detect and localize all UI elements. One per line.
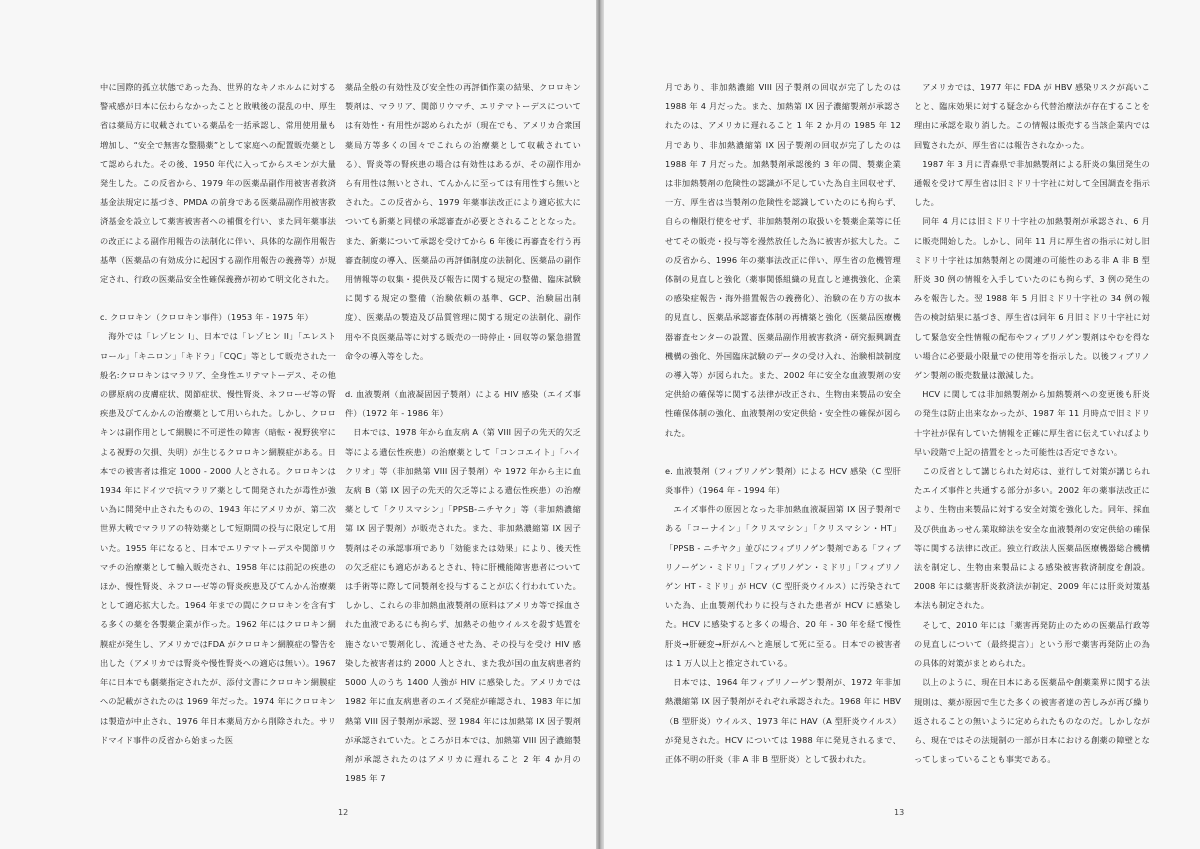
left-page-column-2 [345,78,581,798]
left-page [0,0,596,849]
paragraph: 以上のように、現在日本にある医薬品や創薬業界に関する法規則は、薬が原因で生じた多くの被害者達の苦しみが再び繰り返されることの無いように定められたものなのだ。しかしながら、現在ではその法規制の一部が日本における創薬の障壁となってしまっていることも事実である。 [914,677,1150,765]
paragraph: エイズ事件の原因となった非加熱血液凝固第 IX 因子製剤である「コーナイン」「クリスマシン」「クリスマシン・HT」「PPSB - ニチヤク」並びにフィブリノゲン製剤である「フィブリノーゲン・ミドリ」「フィブリノゲン・ミドリ」「フィブリノゲン HT - ミドリ」が HCV（C 型肝炎ウイルス）に汚染されていた為、止血製剤代わりに投与された患者が HCV に感染した。HCV に感染すると多くの場合、20 年 - 30 年を経て慢性肝炎→肝硬変→肝がんへと進展して死に至る。日本での被害者は 1 万人以上と推定されている。 [665,504,901,668]
right-page-column-2 [914,78,1150,798]
paragraph: アメリカでは、1977 年に FDA が HBV 感染リスクが高いことと、臨床効果に対する疑念から代替治療法が存在することを理由に承認を取り消した。この情報は販売する当該企業内では回覧されたが、厚生省には報告されなかった。 [914,82,1150,150]
paragraph: 中に国際的孤立状態であった為、世界的なキノホルムに対する警戒感が日本に伝わらなかったことと敗戦後の混乱の中、厚生省は薬局方に収載されている薬品を一括承認し、常用使用量も増加し、“安全で無害な整腸薬”として家庭への配置販売薬として認められた。その後、1950 年代に入ってからスモンが大量発生した。この反省から、1979 年の医薬品副作用被害者救済基金法規定に基づき、PMDA の前身である医薬品副作用被害救済基金を設立して薬害被害者への補償を行い、また同年薬事法の改正による副作用報告の法制化に伴い、具体的な副作用報告基準（医薬品の有効成分に起因する副作用報告の義務等）が規定され、行政の医薬品安全性確保義務が初めて明文化された。 [100,82,336,285]
paragraph: 日本では、1978 年から血友病 A（第 VIII 因子の先天的欠乏等による遺伝性疾患）の治療薬として「コンコエイト」「ハイクリオ」等（非加熱第 VIII 因子製剤）や 1972 年から主に血友病 B（第 IX 因子の先天的欠乏等による遺伝性疾患）の治療薬として「クリスマシン」「PPSB-ニチヤク」等（非加熱濃縮第 IX 因子製剤）が販売された。また、非加熱濃縮第 IX 因子製剤はその承認事項であり「効能または効果」により、後天性の欠乏症にも適応があるとされ、特に肝機能障害患者については手術等に際して同製剤を投与することが広く行われていた。しかし、これらの非加熱血液製剤の原料はアメリカ等で採血された血液であるにも拘らず、加熱その他ウイルスを殺す処置を施さないで製剤化し、流通させた為、その投与を受け HIV 感染した被害者は約 2000 人とされ、また我が国の血友病患者約 5000 人のうち 1400 人強が HIV に感染した。アメリカでは 1982 年に血友病患者のエイズ発症が確認され、1983 年に加熱第 VIII 因子製剤が承認、翌 1984 年には加熱第 IX 因子製剤が承認されていた。ところが日本では、加熱第 VIII 因子濃縮製剤が承認されたのはアメリカに遅れること 2 年 4 か月の 1985 年 7 [345,427,581,784]
paragraph: 1987 年 3 月に青森県で非加熱製剤による肝炎の集団発生の通報を受けて厚生省は旧ミドリ十字社に対して全国調査を指示した。 [914,158,1150,208]
right-page-column-1 [665,78,901,798]
paragraph: 月であり、非加熱濃縮 VIII 因子製剤の回収が完了したのは 1988 年 4 月だった。また、加熱第 IX 因子濃縮製剤が承認されたのは、アメリカに遅れること 1 年 2 か月の 1985 年 12 月であり、非加熱濃縮第 IX 因子製剤の回収が完了したのは 1988 年 7 月だった。加熱製剤承認後約 3 年の間、製薬企業は非加熱製剤の危険性の認識が不足していた為自主回収せず、一方、厚生省は当製剤の危険性を認識していたのにも拘らず、自らの権限行使をせず、非加熱製剤の取扱いを製薬企業等に任せてその販売・投与等を漫然放任した為に被害が拡大した。この反省から、1996 年の薬事法改正に伴い、厚生省の危機管理体制の見直しと強化（薬事関係組織の見直しと連携強化、企業の感染症報告・海外措置報告の義務化）、治験の在り方の抜本的見直し、医薬品承認審査体制の再構築と強化（医薬品医療機器審査センターの設置、医薬品副作用被害救済・研究振興調査機構の強化、外国臨床試験のデータの受け入れ、治験相談制度の導入等）が図られた。また、2002 年に安全な血液製剤の安定供給の確保等に関する法律が改正され、生物由来製品の安全性確保体制の強化、血液製剤の安定供給・安全性の確保が図られた。 [665,82,901,438]
section-heading: e. 血液製剤（フィブリノゲン製剤）による HCV 感染（C 型肝炎事件）（1964 年 - 1994 年） [665,465,901,496]
section-heading: d. 血液製剤（血液凝固因子製剤）による HIV 感染（エイズ事件）（1972 年 - 1986 年） [345,389,581,419]
left-page-column-1 [100,78,336,798]
section-heading: c. クロロキン（クロロキン事件）（1953 年 - 1975 年） [100,312,313,323]
paragraph: 同年 4 月には旧ミドリ十字社の加熱製剤が承認され、6 月に販売開始した。しかし、同年 11 月に厚生省の指示に対し旧ミドリ十字社は加熱製剤との関連の可能性のある非 A 非 B 型肝炎 30 例の情報を入手していたのにも拘らず、3 例の発生のみを報告した。翌 1988 年 5 月旧ミドリ十字社の 34 例の報告の検討結果に基づき、厚生省は同年 6 月旧ミドリ十字社に対して緊急安全性情報の配布やフィブリノゲン製剤はやむを得ない場合に必要最小限量での使用等を指示した。以後フィブリノゲン製剤の販売数量は激減した。 [914,216,1150,381]
paragraph: この反省として講じられた対応は、並行して対策が講じられたエイズ事件と共通する部分が多い。2002 年の薬事法改正により、生物由来製品に対する安全対策を強化した。同年、採血及び供血あっせん業取締法を安全な血液製剤の安定供給の確保等に関する法律に改正。独立行政法人医薬品医療機器総合機構法を制定し、生物由来製品による感染被害救済制度を創設。2008 年には薬害肝炎救済法が制定、2009 年には肝炎対策基本法も制定された。 [914,466,1150,611]
paragraph: そして、2010 年には「薬害再発防止のための医薬品行政等の見直しについて（最終提言）」という形で薬害再発防止の為の具体的対策がまとめられた。 [914,619,1150,669]
right-page [604,0,1200,849]
paragraph: HCV に関しては非加熱製剤から加熱製剤への変更後も肝炎の発生は防止出来なかったが、1987 年 11 月時点で旧ミドリ十字社が保有していた情報を正確に厚生省に伝えていればより早い段階で上記の措置をとった可能性は否定できない。 [914,389,1150,457]
book-gutter [596,0,604,849]
paragraph: 薬品全般の有効性及び安全性の再評価作業の結果、クロロキン製剤は、マラリア、関節リウマチ、エリテマトーデスについては有効性・有用性が認められたが（現在でも、アメリカ合衆国薬局方等多くの国々でこれらの治療薬として収載されている）、腎炎等の腎疾患の場合は有効性はあるが、その副作用から有用性は無いとされ、てんかんに至っては有用性すら無いとされた。この反省から、1979 年薬事法改正により適応拡大についても新薬と同様の承認審査が必要とされることとなった。また、新薬について承認を受けてから 6 年後に再審査を行う再審査制度の導入、医薬品の再評価制度の法制化、医薬品の副作用情報等の収集・提供及び報告に関する規定の整備、臨床試験に関する規定の整備（治験依頼の基準、GCP、治験届出制度）、医薬品の製造及び品質管理に関する規定の法制化、副作用や不良医薬品等に対する販売の一時停止・回収等の緊急措置命令の導入等をした。 [345,82,581,361]
paragraph: 日本では、1964 年フィブリノーゲン製剤が、1972 年非加熱濃縮第 IX 因子製剤がそれぞれ承認された。1968 年に HBV（B 型肝炎）ウイルス、1973 年に HAV（A 型肝炎ウイルス）が発見された。HCV については 1988 年に発見されるまで、正体不明の肝炎（非 A 非 B 型肝炎）として扱われた。 [665,677,901,764]
page-number-right: 13 [894,808,905,817]
page-number-left: 12 [338,808,349,817]
paragraph: 海外では「レゾヒン I」、日本では「レゾヒン II」「エレストロール」「キニロン」「キドラ」「CQC」等として販売された一般名:クロロキンはマラリア、全身性エリテマトーデス、その他の膠原病の皮膚症状、関節症状、慢性腎炎、ネフローゼ等の腎疾患及びてんかんの治療薬として用いられた。しかし、クロロキンは副作用として網膜に不可逆性の障害（暗転・視野狭窄による視野の欠損、失明）が生じるクロロキン網膜症がある。日本での被害者は推定 1000 - 2000 人とされる。クロロキンは 1934 年にドイツで抗マラリア薬として開発されたが毒性が強い為に開発中止されたものの、1943 年にアメリカが、第二次世界大戦でマラリアの特効薬として短期間の投与に限定して用いた。1955 年になると、日本でエリテマトーデスや関節リウマチの治療薬として輸入販売され、1958 年には前記の疾患のほか、慢性腎炎、ネフローゼ等の腎炎疾患及びてんかん治療薬として適応拡大した。1964 年までの間にクロロキンを含有する多くの薬を各製薬企業が作った。1962 年にはクロロキン網膜症が発生し、アメリカではFDA がクロロキン網膜症の警告を出した（アメリカでは腎炎や慢性腎炎への適応は無い）。1967 年に日本でも劇薬指定されたが、添付文書にクロロキン網膜症への記載がされたのは 1969 年だった。1974 年にクロロキンは製造が中止され、1976 年日本薬局方から削除された。サリドマイド事件の反省から始まった医 [100,331,336,745]
